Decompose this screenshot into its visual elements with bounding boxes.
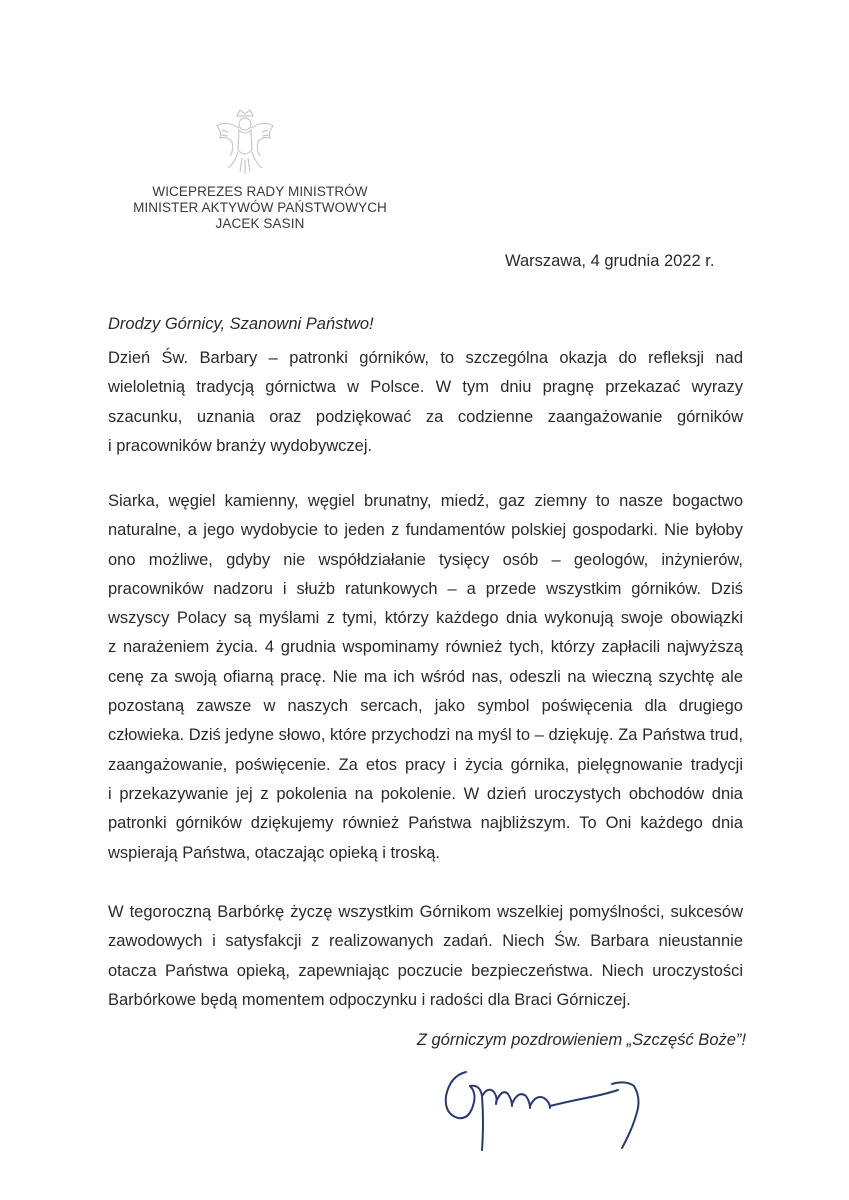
paragraph-line: W tegoroczną Barbórkę życzę wszystkim Górnikom wszelkiej pomyślności, sukcesów <box>108 903 743 921</box>
paragraph-line: wieloletnią tradycją górnictwa w Polsce. W tym dniu pragnę przekazać wyrazy <box>108 378 743 397</box>
closing-greeting: Z górniczym pozdrowieniem „Szczęść Boże”! <box>416 1031 746 1049</box>
paragraph-line: i pracowników branży wydobywczej. <box>108 436 373 455</box>
paragraph-line: zaangażowanie, poświęcenie. Za etos pracy i życia górnika, pielęgnowanie tradycji <box>108 755 743 774</box>
paragraph-line: wszyscy Polacy są myślami z tymi, którzy każdego dnia wykonują swoje obowiązki <box>108 609 743 628</box>
paragraph-line: cenę za swoją ofiarną pracę. Nie ma ich wśród nas, odeszli na wieczną szychtę ale <box>108 667 743 686</box>
paragraph-1 <box>108 344 743 461</box>
paragraph-line: szacunku, uznania oraz podziękować za codzienne zaangażowanie górników <box>108 407 743 426</box>
paragraph-line: naturalne, a jego wydobycie to jeden z fundamentów polskiej gospodarki. Nie byłoby <box>108 521 743 540</box>
paragraph-line: pracowników nadzoru i służb ratunkowych – a przede wszystkim górników. Dziś <box>108 579 743 598</box>
paragraph-line: Dzień Św. Barbary – patronki górników, to szczególna okazja do refleksji nad <box>108 349 743 367</box>
paragraph-line: ono możliwe, gdyby nie współdziałanie tysięcy osób – geologów, inżynierów, <box>108 550 743 569</box>
paragraph-3 <box>108 898 743 1015</box>
salutation: Drodzy Górnicy, Szanowni Państwo! <box>108 315 374 333</box>
paragraph-2 <box>108 487 743 868</box>
paragraph-line: Siarka, węgiel kamienny, węgiel brunatny, miedź, gaz ziemny to nasze bogactwo <box>108 492 743 510</box>
paragraph-line: wspierają Państwa, otaczając opieką i troską. <box>108 843 440 862</box>
paragraph-line: otacza Państwa opieką, zapewniając poczucie bezpieczeństwa. Niech uroczystości <box>108 961 743 980</box>
letter-date: Warszawa, 4 grudnia 2022 r. <box>505 252 715 270</box>
handwritten-signature <box>436 1062 646 1154</box>
paragraph-line: człowieka. Dziś jedyne słowo, które przychodzi na myśl to – dziękuję. Za Państwa trud, <box>108 726 743 745</box>
paragraph-line: patronki górników dziękujemy również Państwa najbliższym. To Oni każdego dnia <box>108 814 743 833</box>
paragraph-line: z narażeniem życia. 4 grudnia wspominamy również tych, którzy zapłacili najwyższą <box>108 638 743 657</box>
letterhead-title-line1: WICEPREZES RADY MINISTRÓW <box>152 184 368 199</box>
paragraph-line: pozostaną zawsze w naszych sercach, jako symbol poświęcenia dla drugiego <box>108 697 743 716</box>
paragraph-line: Barbórkowe będą momentem odpoczynku i radości dla Braci Górniczej. <box>108 990 631 1009</box>
letterhead <box>110 184 410 232</box>
letterhead-title-line2: MINISTER AKTYWÓW PAŃSTWOWYCH <box>133 200 387 215</box>
paragraph-line: i przekazywanie jej z pokolenia na pokolenie. W dzień uroczystych obchodów dnia <box>108 784 743 803</box>
paragraph-line: zawodowych i satysfakcji z realizowanych zadań. Niech Św. Barbara nieustannie <box>108 932 743 951</box>
eagle-emblem-icon <box>212 106 278 178</box>
letterhead-name: JACEK SASIN <box>215 216 305 231</box>
